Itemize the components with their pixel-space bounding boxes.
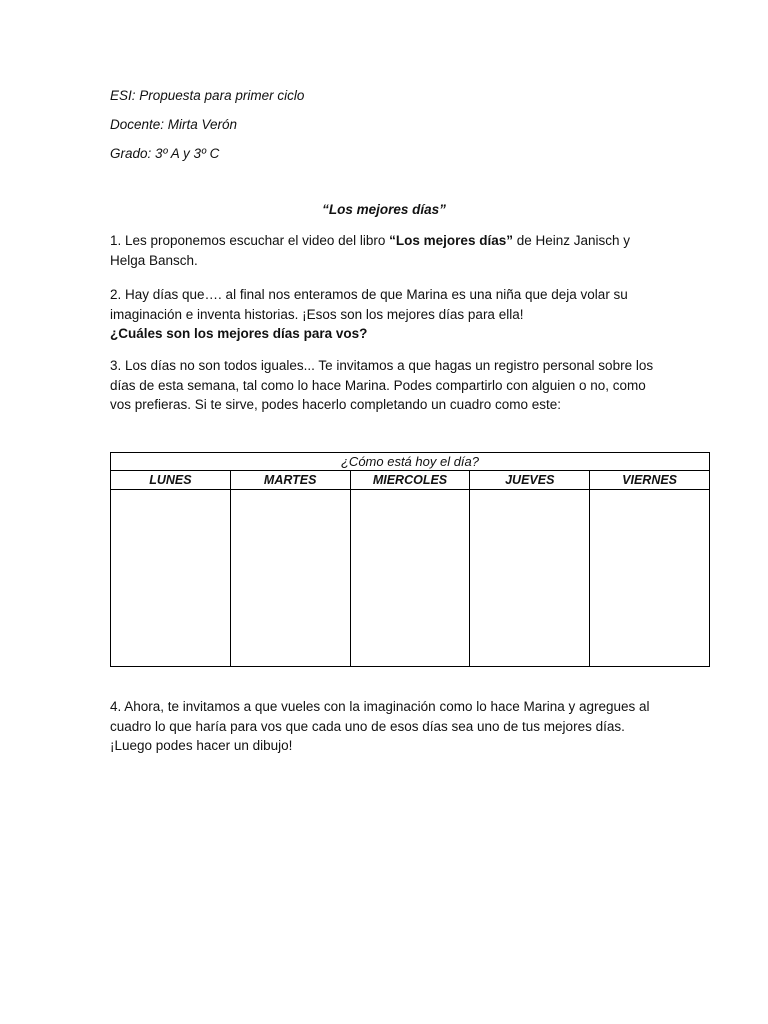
item-4: 4. Ahora, te invitamos a que vueles con la imaginación como lo hace Marina y agregues al cuadro lo que haría para vos que cada uno de esos días sea uno de tus mejores días. ¡Luego podes hacer un dibujo! <box>110 699 650 753</box>
day-header-miercoles: MIERCOLES <box>350 471 470 490</box>
teacher-line: Docente: Mirta Verón <box>110 117 238 132</box>
document-title: “Los mejores días” <box>322 202 446 217</box>
item-2-text: 2. Hay días que…. al final nos enteramos de que Marina es una niña que deja volar su imaginación e inventa historias. ¡Esos son los mejores días para ella! <box>110 287 628 322</box>
cell-viernes <box>590 490 710 667</box>
subject-line: ESI: Propuesta para primer ciclo <box>110 88 305 103</box>
day-header-martes: MARTES <box>230 471 350 490</box>
day-header-jueves: JUEVES <box>470 471 590 490</box>
cell-lunes <box>111 490 231 667</box>
cell-miercoles <box>350 490 470 667</box>
item-1-suffix: de Heinz Janisch y Helga Bansch. <box>110 233 631 268</box>
cell-jueves <box>470 490 590 667</box>
day-header-lunes: LUNES <box>111 471 231 490</box>
item-1-prefix: 1. Les proponemos escuchar el video del libro <box>110 233 390 248</box>
item-2-question: ¿Cuáles son los mejores días para vos? <box>110 326 368 341</box>
item-1 <box>110 231 655 270</box>
day-header-viernes: VIERNES <box>590 471 710 490</box>
table-caption: ¿Cómo está hoy el día? <box>111 453 710 471</box>
week-table <box>110 452 710 667</box>
table-row <box>111 490 710 667</box>
item-2 <box>110 285 655 344</box>
item-3: 3. Los días no son todos iguales... Te invitamos a que hagas un registro personal sobre los días de esta semana, tal como lo hace Marina. Podes compartirlo con alguien o no, como vos prefieras. Si te sirve, podes hacerlo completando un cuadro como este: <box>110 358 654 412</box>
cell-martes <box>230 490 350 667</box>
grade-line: Grado: 3º A y 3º C <box>110 146 220 161</box>
table-header-row <box>111 471 710 490</box>
item-1-book-title: “Los mejores días” <box>389 233 513 248</box>
